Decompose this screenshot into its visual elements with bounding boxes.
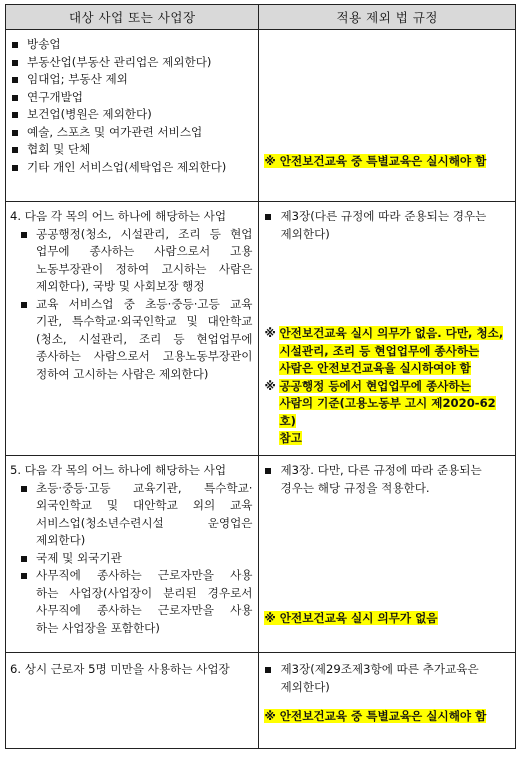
item-title: 5. 다음 각 목의 어느 하나에 해당하는 사업 [10,463,227,477]
text-line: 종사하는 사람으로서 고용노동부장관이 [36,349,253,363]
bullet-square-icon [12,147,18,153]
text-line: 업무에 종사하는 사람으로서 고용 [36,244,253,258]
bullet-square-icon [12,112,18,118]
bullet-square-icon [21,556,27,562]
list-item-text: 부동산업(부동산 관리업은 제외한다) [27,54,212,69]
table-row [6,30,516,202]
text-line: (청소, 시설관리, 조리 등 현업업무에 [36,331,253,346]
table-row [6,456,516,653]
list-item [6,124,258,142]
no-education-obligation-note: ※ 안전보건교육 실시 의무가 없음 [264,611,438,625]
text-line: 제외한다) [280,226,330,241]
text-line: 노동부장관이 정하여 고시하는 사람은 [36,261,253,276]
text-line: 외국인학교 및 대안학교 외의 교육 [36,498,253,512]
table-row [6,653,516,749]
item-title: 4. 다음 각 목의 어느 하나에 해당하는 사업 [10,209,227,223]
bullet-square-icon [21,232,27,238]
list-item-text: 방송업 [27,37,61,51]
list-item [6,296,252,384]
bullet-square-icon [21,486,27,492]
special-education-note: ※ 안전보건교육 중 특별교육은 실시해야 함 [264,154,487,168]
exemption-table [5,4,516,749]
reference-mark: ※ [264,378,276,393]
business-cell [6,456,258,637]
text-line: 사람은 안전보건교육을 실시하여야 함 [279,361,471,375]
list-item [259,208,509,243]
header-excluded-provisions: 적용 제외 법 규정 [259,5,516,30]
text-line: 제외한다) [280,679,330,694]
list-item [6,54,258,72]
text-line: 사람의 기준(고용노동부 고시 제2020-62호) [279,396,496,428]
text-line: 참고 [279,431,302,445]
table-header-row [6,5,516,30]
text-line: 하는 사업장을 포함한다) [36,620,160,635]
text-line: 제외한다) [36,533,86,547]
list-item [6,480,252,550]
text-line: 제3장(제29조제3항에 따른 추가교육은 [280,662,479,676]
provision-cell [259,653,515,726]
list-item-text: 보건업(병원은 제외한다) [27,107,152,121]
text-line: 시설관리, 조리 등 현업업무에 종사하는 [279,343,480,358]
list-item [6,159,258,177]
text-line: 서비스업(청소년수련시설 운영업은 [36,515,253,530]
list-item [6,226,252,296]
list-item [6,89,258,107]
text-line: 교육 서비스업 중 초등·중등·고등 교육 [36,296,253,311]
special-education-note: ※ 안전보건교육 중 특별교육은 실시해야 함 [264,709,487,723]
text-line: 사무직에 종사하는 근로자만을 사용 [36,603,253,617]
business-cell [6,202,258,383]
bullet-square-icon [12,130,18,136]
business-cell [6,653,258,679]
list-item [259,661,509,696]
table-row [6,202,516,456]
bullet-square-icon [21,302,27,308]
item-title: 6. 상시 근로자 5명 미만을 사용하는 사업장 [10,662,230,676]
text-line: 기관, 특수학교·외국인학교 및 대안학교 [36,314,253,328]
list-item-text: 예술, 스포츠 및 여가관련 서비스업 [27,124,203,139]
list-item-text: 임대업; 부동산 제외 [27,72,128,86]
bullet-square-icon [265,468,271,474]
list-item [6,567,252,637]
text-line: 공공행정(청소, 시설관리, 조리 등 현업 [36,226,253,241]
list-item [6,36,258,54]
list-item-text: 연구개발업 [27,89,83,104]
list-item [259,462,509,497]
bullet-square-icon [21,573,27,579]
list-item [6,550,252,568]
education-obligation-note [259,325,509,378]
reference-mark: ※ [264,326,276,340]
list-item [6,141,258,159]
provision-cell [259,456,515,628]
header-target-business: 대상 사업 또는 사업장 [6,5,259,30]
text-line: 국제 및 외국기관 [36,550,122,565]
bullet-square-icon [265,214,271,220]
bullet-square-icon [12,165,18,171]
bullet-square-icon [12,42,18,48]
provision-cell [259,202,515,448]
text-line: 경우는 해당 규정을 적용한다. [280,480,430,495]
business-list [6,30,258,176]
bullet-square-icon [265,667,271,673]
list-item-text: 협회 및 단체 [27,142,91,156]
text-line: 초등·중등·고등 교육기관, 특수학교· [36,480,253,495]
public-admin-reference-note [259,378,509,448]
list-item [6,106,258,124]
text-line: 사무직에 종사하는 근로자만을 사용 [36,568,253,582]
text-line: 제외한다), 국방 및 사회보장 행정 [36,279,205,293]
text-line: 제3장(다른 규정에 따라 준용되는 경우는 [280,209,487,223]
text-line: 정하여 고시하는 사람은 제외한다) [36,366,209,381]
list-item-text: 기타 개인 서비스업(세탁업은 제외한다) [27,159,227,174]
bullet-square-icon [12,95,18,101]
bullet-square-icon [12,77,18,83]
list-item [6,71,258,89]
text-line: 안전보건교육 실시 의무가 없음. 다만, 청소, [279,326,504,340]
text-line: 제3장. 다만, 다른 규정에 따라 준용되는 [280,463,482,477]
text-line: 공공행정 등에서 현업업무에 종사하는 [279,378,471,393]
provision-cell [259,30,515,171]
text-line: 하는 사업장(사업장이 분리된 경우로서 [36,585,253,600]
bullet-square-icon [12,60,18,66]
